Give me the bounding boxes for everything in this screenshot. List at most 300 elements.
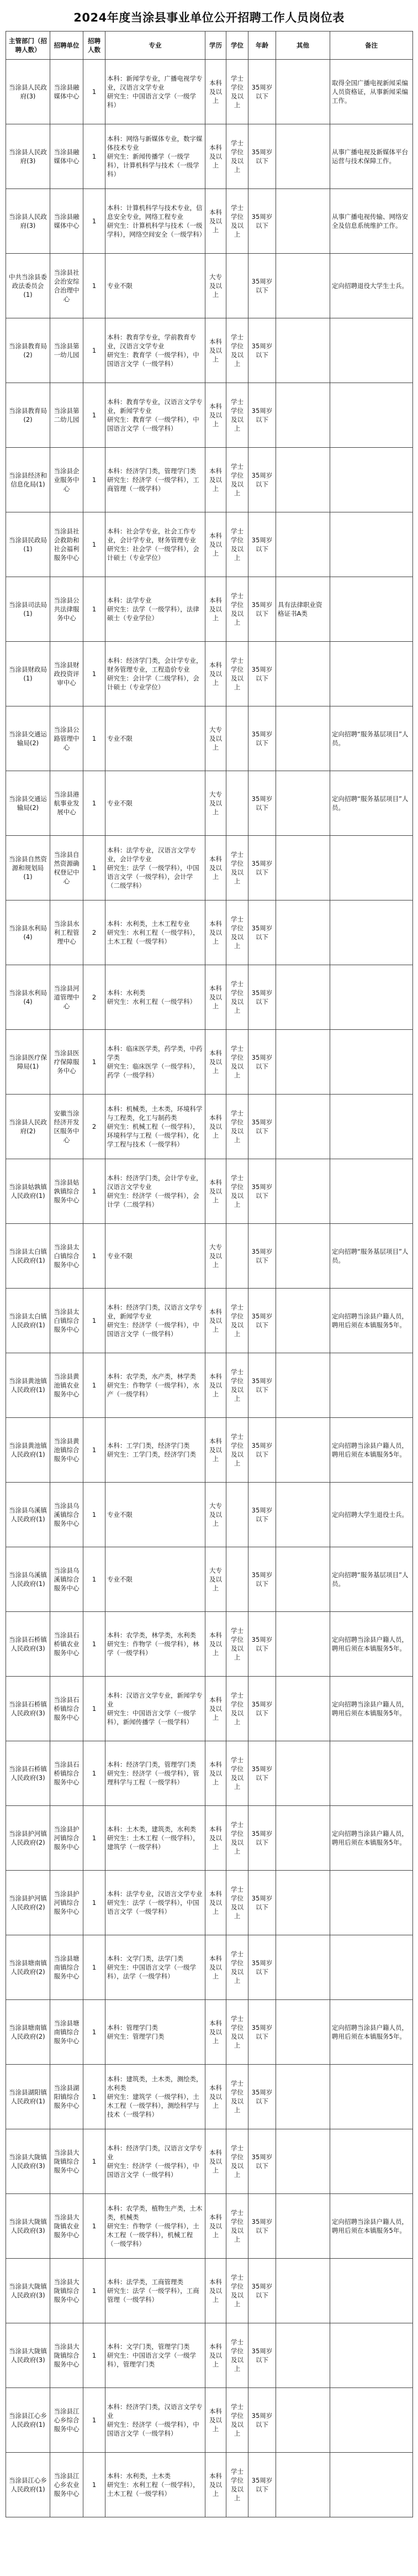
cell-age: 35周岁以下: [248, 1159, 276, 1224]
page-title: 2024年度当涂县事业单位公开招聘工作人员岗位表: [73, 11, 345, 24]
cell-num: 1: [83, 60, 105, 124]
cell-other: [276, 318, 330, 383]
cell-major: 专业不限: [105, 1547, 205, 1612]
cell-age: 35周岁以下: [248, 2259, 276, 2323]
cell-other: 具有法律职业资格证书A类: [276, 577, 330, 642]
cell-age: 35周岁以下: [248, 383, 276, 448]
cell-age: 35周岁以下: [248, 1289, 276, 1353]
cell-num: 1: [83, 318, 105, 383]
cell-major: 本科：法学专业 研究生：法学（一级学科），法律硕士（专业学位）: [105, 577, 205, 642]
cell-degree: 学士学位及以上: [226, 318, 248, 383]
cell-note: 定向招聘当涂县户籍人员，聘用后须在本镇服务5年。: [330, 1289, 413, 1353]
cell-degree: 学士学位及以上: [226, 2388, 248, 2453]
cell-other: [276, 965, 330, 1030]
cell-num: 1: [83, 1159, 105, 1224]
cell-dept: 当涂县人民政府(2): [6, 1095, 50, 1159]
cell-age: 35周岁以下: [248, 836, 276, 900]
header-edu: 学历: [205, 32, 226, 60]
cell-age: 35周岁以下: [248, 642, 276, 706]
cell-major: 本科：机械类，土木类，环境科学与工程类，化工与制药类 研究生：机械工程（一级学科），环境科学与工程（一级学科），化学工程与技术（一级学科）: [105, 1095, 205, 1159]
cell-degree: 学士学位及以上: [226, 642, 248, 706]
cell-edu: 大专及以上: [205, 254, 226, 318]
cell-other: [276, 124, 330, 189]
cell-degree: 学士学位及以上: [226, 1935, 248, 2000]
cell-degree: [226, 706, 248, 771]
cell-major: 本科：建筑类，土木类，测绘类，水利类 研究生：建筑学（一级学科），土木工程（一级学科），测绘科学与技术（一级学科）: [105, 2065, 205, 2129]
cell-dept: 当涂县大陇镇人民政府(3): [6, 2259, 50, 2323]
table-body: [6, 60, 413, 2517]
cell-edu: 本科及以上: [205, 965, 226, 1030]
cell-edu: 本科及以上: [205, 1806, 226, 1871]
cell-other: [276, 2129, 330, 2194]
cell-age: 35周岁以下: [248, 1806, 276, 1871]
table-row: [6, 965, 413, 1030]
cell-edu: 本科及以上: [205, 1289, 226, 1353]
table-row: [6, 1612, 413, 1677]
cell-major: 本科：水利类，土木类 研究生：水利工程（一级学科），土木工程（一级学科）: [105, 2453, 205, 2517]
cell-note: [330, 2388, 413, 2453]
cell-other: [276, 448, 330, 512]
cell-dept: 当涂县水利局(4): [6, 900, 50, 965]
table-row: [6, 512, 413, 577]
cell-note: [330, 965, 413, 1030]
cell-major: 专业不限: [105, 254, 205, 318]
cell-dept: 当涂县大陇镇人民政府(3): [6, 2194, 50, 2259]
cell-major: 专业不限: [105, 771, 205, 836]
cell-degree: [226, 254, 248, 318]
cell-note: [330, 1871, 413, 1935]
cell-edu: 本科及以上: [205, 1741, 226, 1806]
cell-edu: 大专及以上: [205, 1224, 226, 1289]
cell-age: 35周岁以下: [248, 1547, 276, 1612]
table-row: [6, 836, 413, 900]
cell-unit: 当涂县第一幼儿园: [50, 318, 83, 383]
cell-other: [276, 512, 330, 577]
cell-num: 1: [83, 1224, 105, 1289]
cell-degree: 学士学位及以上: [226, 577, 248, 642]
cell-age: 35周岁以下: [248, 254, 276, 318]
cell-degree: 学士学位及以上: [226, 2194, 248, 2259]
cell-age: 35周岁以下: [248, 2000, 276, 2065]
cell-note: 定向招聘当涂县户籍人员，聘用后须在本镇服务5年。: [330, 1806, 413, 1871]
cell-other: [276, 383, 330, 448]
cell-dept: 当涂县乌溪镇人民政府(1): [6, 1483, 50, 1547]
cell-edu: 本科及以上: [205, 836, 226, 900]
cell-degree: 学士学位及以上: [226, 124, 248, 189]
cell-dept: 当涂县大陇镇人民政府(3): [6, 2129, 50, 2194]
cell-dept: 当涂县自然资源和规划局(1): [6, 836, 50, 900]
cell-degree: [226, 1547, 248, 1612]
cell-edu: 本科及以上: [205, 448, 226, 512]
cell-note: 定向招聘退役大学生士兵。: [330, 254, 413, 318]
cell-note: [330, 836, 413, 900]
cell-edu: 本科及以上: [205, 1612, 226, 1677]
cell-other: [276, 254, 330, 318]
table-row: [6, 1418, 413, 1483]
cell-age: 35周岁以下: [248, 1030, 276, 1095]
table-row: [6, 1806, 413, 1871]
cell-edu: 本科及以上: [205, 1159, 226, 1224]
cell-age: 35周岁以下: [248, 2453, 276, 2517]
cell-edu: 本科及以上: [205, 1935, 226, 2000]
cell-unit: 当涂县医疗保障服务中心: [50, 1030, 83, 1095]
cell-edu: 本科及以上: [205, 2000, 226, 2065]
cell-other: [276, 1871, 330, 1935]
cell-num: 2: [83, 1095, 105, 1159]
cell-unit: 当涂县融媒体中心: [50, 124, 83, 189]
cell-unit: 当涂县大陇镇农业服务中心: [50, 2194, 83, 2259]
cell-num: 1: [83, 2323, 105, 2388]
table-row: [6, 706, 413, 771]
cell-note: [330, 2453, 413, 2517]
cell-edu: 本科及以上: [205, 189, 226, 254]
cell-major: 本科：经济学门类，汉语言文学专业，新闻学专业 研究生：经济学（一级学科），中国语言文学（一级学科）: [105, 1289, 205, 1353]
cell-dept: 当涂县护河镇人民政府(2): [6, 1871, 50, 1935]
cell-other: [276, 2323, 330, 2388]
cell-other: [276, 1030, 330, 1095]
cell-age: 35周岁以下: [248, 512, 276, 577]
cell-major: 本科：经济学门类，汉语言文学专业 研究生：经济学（一级学科），中国语言文学（一级学科）: [105, 2388, 205, 2453]
table-row: [6, 1095, 413, 1159]
cell-note: 定向招聘当涂县户籍人员，聘用后须在本镇服务5年。: [330, 2000, 413, 2065]
table-header-row: [6, 32, 413, 60]
cell-note: 定向招聘“服务基层项目”人员。: [330, 771, 413, 836]
table-row: [6, 1741, 413, 1806]
cell-age: 35周岁以下: [248, 1095, 276, 1159]
cell-age: 35周岁以下: [248, 1741, 276, 1806]
cell-age: 35周岁以下: [248, 2065, 276, 2129]
table-row: [6, 1159, 413, 1224]
cell-num: 1: [83, 1677, 105, 1741]
cell-edu: 本科及以上: [205, 2323, 226, 2388]
cell-note: 定向招聘当涂县户籍人员，聘用后须在本镇服务5年。: [330, 1677, 413, 1741]
cell-dept: 当涂县湖阳镇人民政府(1): [6, 2065, 50, 2129]
cell-age: 35周岁以下: [248, 2129, 276, 2194]
cell-degree: 学士学位及以上: [226, 900, 248, 965]
cell-num: 1: [83, 383, 105, 448]
cell-dept: 当涂县塘南镇人民政府(2): [6, 2000, 50, 2065]
cell-edu: 大专及以上: [205, 1483, 226, 1547]
cell-unit: 当涂县护河镇综合服务中心: [50, 1806, 83, 1871]
table-row: [6, 254, 413, 318]
cell-num: 1: [83, 1030, 105, 1095]
cell-age: 35周岁以下: [248, 1418, 276, 1483]
cell-major: 本科：法学专业，汉语言文学专业 研究生：法学（一级学科），中国语言文学（一级学科）: [105, 1871, 205, 1935]
cell-dept: 当涂县大陇镇人民政府(3): [6, 2323, 50, 2388]
header-unit: 招聘单位: [50, 32, 83, 60]
cell-edu: 本科及以上: [205, 577, 226, 642]
cell-unit: 当涂县大陇镇综合服务中心: [50, 2129, 83, 2194]
cell-dept: 中共当涂县委政法委员会(1): [6, 254, 50, 318]
cell-other: [276, 2388, 330, 2453]
cell-note: 定向招聘当涂县户籍人员，聘用后须在本镇服务5年。: [330, 1612, 413, 1677]
cell-unit: 当涂县乌溪镇综合服务中心: [50, 1547, 83, 1612]
cell-other: [276, 1289, 330, 1353]
header-num: 招聘人数: [83, 32, 105, 60]
cell-degree: 学士学位及以上: [226, 60, 248, 124]
cell-unit: 当涂县护河镇综合服务中心: [50, 1871, 83, 1935]
cell-note: 定向招聘“服务基层项目”人员。: [330, 1547, 413, 1612]
cell-dept: 当涂县医疗保障局(1): [6, 1030, 50, 1095]
table-row: [6, 2194, 413, 2259]
cell-num: 1: [83, 189, 105, 254]
cell-major: 本科：土木类，建筑类，水利类 研究生：土木工程（一级学科），建筑学（一级学科）: [105, 1806, 205, 1871]
cell-major: 本科：水利类 研究生：水利工程（一级学科）: [105, 965, 205, 1030]
cell-num: 1: [83, 254, 105, 318]
cell-edu: 本科及以上: [205, 1353, 226, 1418]
cell-note: [330, 1353, 413, 1418]
cell-dept: 当涂县教育局(2): [6, 318, 50, 383]
cell-num: 1: [83, 1871, 105, 1935]
table-row: [6, 2388, 413, 2453]
cell-degree: 学士学位及以上: [226, 1418, 248, 1483]
cell-major: 本科：经济学门类，汉语言文学专业 研究生：经济学（一级学科），中国语言文学（一级学科）: [105, 2129, 205, 2194]
cell-major: 本科：法学类，工商管理类 研究生：法学（一级学科），工商管理（一级学科）: [105, 2259, 205, 2323]
cell-unit: 安徽当涂经济开发区服务中心: [50, 1095, 83, 1159]
cell-edu: 大专及以上: [205, 771, 226, 836]
cell-dept: 当涂县教育局(2): [6, 383, 50, 448]
cell-num: 1: [83, 2194, 105, 2259]
cell-unit: 当涂县太白镇综合服务中心: [50, 1224, 83, 1289]
cell-age: 35周岁以下: [248, 124, 276, 189]
positions-table: [6, 31, 413, 2517]
cell-other: [276, 836, 330, 900]
cell-num: 2: [83, 965, 105, 1030]
cell-age: 35周岁以下: [248, 318, 276, 383]
cell-num: 1: [83, 512, 105, 577]
cell-note: 从事广播电视传输、网络安全及信息系统维护工作。: [330, 189, 413, 254]
cell-major: 本科：计算机科学与技术专业，信息安全专业，网络工程专业 研究生：计算机科学与技术（一级学科），网络空间安全（一级学科）: [105, 189, 205, 254]
header-dept: 主管部门（招聘人数）: [6, 32, 50, 60]
table-row: [6, 448, 413, 512]
cell-degree: 学士学位及以上: [226, 1030, 248, 1095]
cell-other: [276, 189, 330, 254]
table-row: [6, 900, 413, 965]
cell-major: 本科：管理学门类 研究生：管理学门类: [105, 2000, 205, 2065]
cell-unit: 当涂县水利工程管理中心: [50, 900, 83, 965]
cell-major: 本科：文学门类，法学门类 研究生：中国语言文学（一级学科），法学（一级学科）: [105, 1935, 205, 2000]
cell-edu: 本科及以上: [205, 2129, 226, 2194]
cell-degree: 学士学位及以上: [226, 2129, 248, 2194]
cell-note: [330, 2259, 413, 2323]
cell-unit: 当涂县大陇镇综合服务中心: [50, 2323, 83, 2388]
cell-other: [276, 1159, 330, 1224]
cell-major: 本科：经济学门类，会计学专业，财务管理专业，工程造价专业 研究生：会计学（二级学科），会计硕士（专业学位）: [105, 642, 205, 706]
cell-unit: 当涂县融媒体中心: [50, 60, 83, 124]
cell-dept: 当涂县姑孰镇人民政府(1): [6, 1159, 50, 1224]
cell-major: 本科：教育学专业，汉语言文学专业，新闻学专业 研究生：教育学（一级学科），中国语言文学（一级学科）: [105, 383, 205, 448]
cell-degree: 学士学位及以上: [226, 2323, 248, 2388]
cell-degree: [226, 1483, 248, 1547]
table-row: [6, 2453, 413, 2517]
cell-age: 35周岁以下: [248, 1677, 276, 1741]
table-row: [6, 124, 413, 189]
cell-dept: 当涂县太白镇人民政府(1): [6, 1289, 50, 1353]
cell-other: [276, 1418, 330, 1483]
cell-major: 本科：工学门类，经济学门类 研究生：工学门类，经济学门类: [105, 1418, 205, 1483]
table-row: [6, 1353, 413, 1418]
cell-other: [276, 1547, 330, 1612]
cell-degree: 学士学位及以上: [226, 1741, 248, 1806]
cell-age: 35周岁以下: [248, 2388, 276, 2453]
cell-note: [330, 383, 413, 448]
header-other: 其他: [276, 32, 330, 60]
table-row: [6, 2129, 413, 2194]
cell-degree: 学士学位及以上: [226, 836, 248, 900]
cell-degree: 学士学位及以上: [226, 383, 248, 448]
cell-unit: 当涂县第二幼儿园: [50, 383, 83, 448]
cell-note: [330, 2065, 413, 2129]
cell-degree: 学士学位及以上: [226, 965, 248, 1030]
cell-edu: 大专及以上: [205, 706, 226, 771]
cell-note: [330, 642, 413, 706]
cell-unit: 当涂县石桥镇综合服务中心: [50, 1677, 83, 1741]
cell-dept: 当涂县石桥镇人民政府(3): [6, 1677, 50, 1741]
cell-major: 本科：农学类，水产类，林学类 研究生：作物学（一级学科），水产（一级学科）: [105, 1353, 205, 1418]
cell-num: 1: [83, 642, 105, 706]
table-row: [6, 1871, 413, 1935]
cell-degree: 学士学位及以上: [226, 1806, 248, 1871]
cell-other: [276, 2065, 330, 2129]
cell-age: 35周岁以下: [248, 448, 276, 512]
cell-num: 1: [83, 1418, 105, 1483]
cell-degree: 学士学位及以上: [226, 1095, 248, 1159]
cell-major: 专业不限: [105, 706, 205, 771]
cell-major: 本科：法学专业，汉语言文学专业，会计学专业 研究生：法学（一级学科），中国语言文学（一级学科），会计学（二级学科）: [105, 836, 205, 900]
cell-age: 35周岁以下: [248, 2194, 276, 2259]
cell-edu: 本科及以上: [205, 2194, 226, 2259]
cell-major: 本科：经济学门类，管理学门类 研究生：经济学（一级学科），工商管理（一级学科）: [105, 448, 205, 512]
cell-note: 取得全国广播电视新闻采编人员资格证，从事新闻采编工作。: [330, 60, 413, 124]
cell-edu: 本科及以上: [205, 1677, 226, 1741]
cell-age: 35周岁以下: [248, 189, 276, 254]
cell-other: [276, 1935, 330, 2000]
cell-age: 35周岁以下: [248, 965, 276, 1030]
cell-unit: 当涂县企业服务中心: [50, 448, 83, 512]
cell-other: [276, 1612, 330, 1677]
cell-note: 定向招聘“服务基层项目”人员。: [330, 706, 413, 771]
table-row: [6, 1030, 413, 1095]
cell-unit: 当涂县自然资源确权登记中心: [50, 836, 83, 900]
header-note: 备注: [330, 32, 413, 60]
cell-edu: 本科及以上: [205, 1871, 226, 1935]
cell-degree: 学士学位及以上: [226, 1677, 248, 1741]
cell-dept: 当涂县石桥镇人民政府(3): [6, 1612, 50, 1677]
cell-other: [276, 642, 330, 706]
cell-dept: 当涂县护河镇人民政府(2): [6, 1806, 50, 1871]
cell-edu: 本科及以上: [205, 318, 226, 383]
cell-unit: 当涂县塘南镇综合服务中心: [50, 2000, 83, 2065]
cell-num: 1: [83, 2065, 105, 2129]
cell-dept: 当涂县黄池镇人民政府(1): [6, 1353, 50, 1418]
cell-other: [276, 771, 330, 836]
cell-note: [330, 1159, 413, 1224]
table-row: [6, 318, 413, 383]
cell-degree: [226, 771, 248, 836]
cell-edu: 本科及以上: [205, 2065, 226, 2129]
cell-age: 35周岁以下: [248, 900, 276, 965]
cell-dept: 当涂县经济和信息化局(1): [6, 448, 50, 512]
cell-num: 1: [83, 706, 105, 771]
cell-major: 专业不限: [105, 1224, 205, 1289]
cell-age: 35周岁以下: [248, 1612, 276, 1677]
cell-other: [276, 1806, 330, 1871]
cell-unit: 当涂县黄池镇农业服务中心: [50, 1353, 83, 1418]
cell-unit: 当涂县江心乡综合服务中心: [50, 2388, 83, 2453]
table-row: [6, 1677, 413, 1741]
cell-unit: 当涂县河道管理中心: [50, 965, 83, 1030]
cell-dept: 当涂县塘南镇人民政府(2): [6, 1935, 50, 2000]
cell-num: 1: [83, 2000, 105, 2065]
cell-dept: 当涂县水利局(4): [6, 965, 50, 1030]
table-row: [6, 1483, 413, 1547]
cell-note: [330, 577, 413, 642]
cell-num: 1: [83, 1612, 105, 1677]
cell-unit: 当涂县公共法律服务中心: [50, 577, 83, 642]
cell-num: 1: [83, 1806, 105, 1871]
cell-other: [276, 2000, 330, 2065]
cell-degree: 学士学位及以上: [226, 1353, 248, 1418]
cell-dept: 当涂县财政局(1): [6, 642, 50, 706]
cell-degree: 学士学位及以上: [226, 2259, 248, 2323]
cell-degree: 学士学位及以上: [226, 2453, 248, 2517]
cell-major: 本科：网络与新媒体专业，数字媒体技术专业 研究生：新闻传播学（一级学科），计算机科学与技术（一级学科）: [105, 124, 205, 189]
cell-degree: 学士学位及以上: [226, 1612, 248, 1677]
cell-note: [330, 512, 413, 577]
cell-other: [276, 900, 330, 965]
cell-major: 本科：水利类，土木工程专业 研究生：水利工程（一级学科），土木工程（一级学科）: [105, 900, 205, 965]
cell-note: 定向招聘大学生退役士兵。: [330, 1483, 413, 1547]
cell-dept: 当涂县江心乡人民政府(1): [6, 2388, 50, 2453]
cell-degree: 学士学位及以上: [226, 1159, 248, 1224]
cell-note: [330, 1095, 413, 1159]
cell-note: [330, 448, 413, 512]
cell-major: 专业不限: [105, 1483, 205, 1547]
cell-num: 1: [83, 1289, 105, 1353]
table-row: [6, 1289, 413, 1353]
cell-note: [330, 2129, 413, 2194]
cell-note: 定向招聘当涂县户籍人员，聘用后须在本镇服务5年。: [330, 1418, 413, 1483]
cell-degree: 学士学位及以上: [226, 448, 248, 512]
table-row: [6, 2000, 413, 2065]
table-row: [6, 2259, 413, 2323]
cell-major: 本科：教育学专业，学前教育专业，汉语言文学专业 研究生：教育学（一级学科），中国语言文学（一级学科）: [105, 318, 205, 383]
cell-unit: 当涂县财政投资评审中心: [50, 642, 83, 706]
cell-major: 本科：新闻学专业，广播电视学专业，汉语言文学专业 研究生：中国语言文学（一级学科）: [105, 60, 205, 124]
cell-degree: 学士学位及以上: [226, 512, 248, 577]
cell-edu: 本科及以上: [205, 383, 226, 448]
cell-unit: 当涂县塘南镇综合服务中心: [50, 1935, 83, 2000]
table-row: [6, 771, 413, 836]
cell-dept: 当涂县太白镇人民政府(1): [6, 1224, 50, 1289]
cell-num: 1: [83, 771, 105, 836]
cell-note: 定向招聘“服务基层项目”人员。: [330, 1224, 413, 1289]
cell-unit: 当涂县港航事业发展中心: [50, 771, 83, 836]
cell-num: 1: [83, 1483, 105, 1547]
cell-note: 定向招聘当涂县户籍人员，聘用后须在本镇服务5年。: [330, 2194, 413, 2259]
cell-unit: 当涂县社会救助和社会福利服务中心: [50, 512, 83, 577]
cell-age: 35周岁以下: [248, 2323, 276, 2388]
cell-num: 2: [83, 900, 105, 965]
cell-note: [330, 318, 413, 383]
cell-dept: 当涂县人民政府(3): [6, 124, 50, 189]
cell-unit: 当涂县乌溪镇综合服务中心: [50, 1483, 83, 1547]
cell-major: 本科：社会学专业，社会工作专业，会计学专业，财务管理专业 研究生：社会学（一级学科），会计硕士（专业学位）: [105, 512, 205, 577]
cell-age: 35周岁以下: [248, 706, 276, 771]
cell-age: 35周岁以下: [248, 1935, 276, 2000]
cell-dept: 当涂县交通运输局(2): [6, 771, 50, 836]
cell-edu: 本科及以上: [205, 124, 226, 189]
